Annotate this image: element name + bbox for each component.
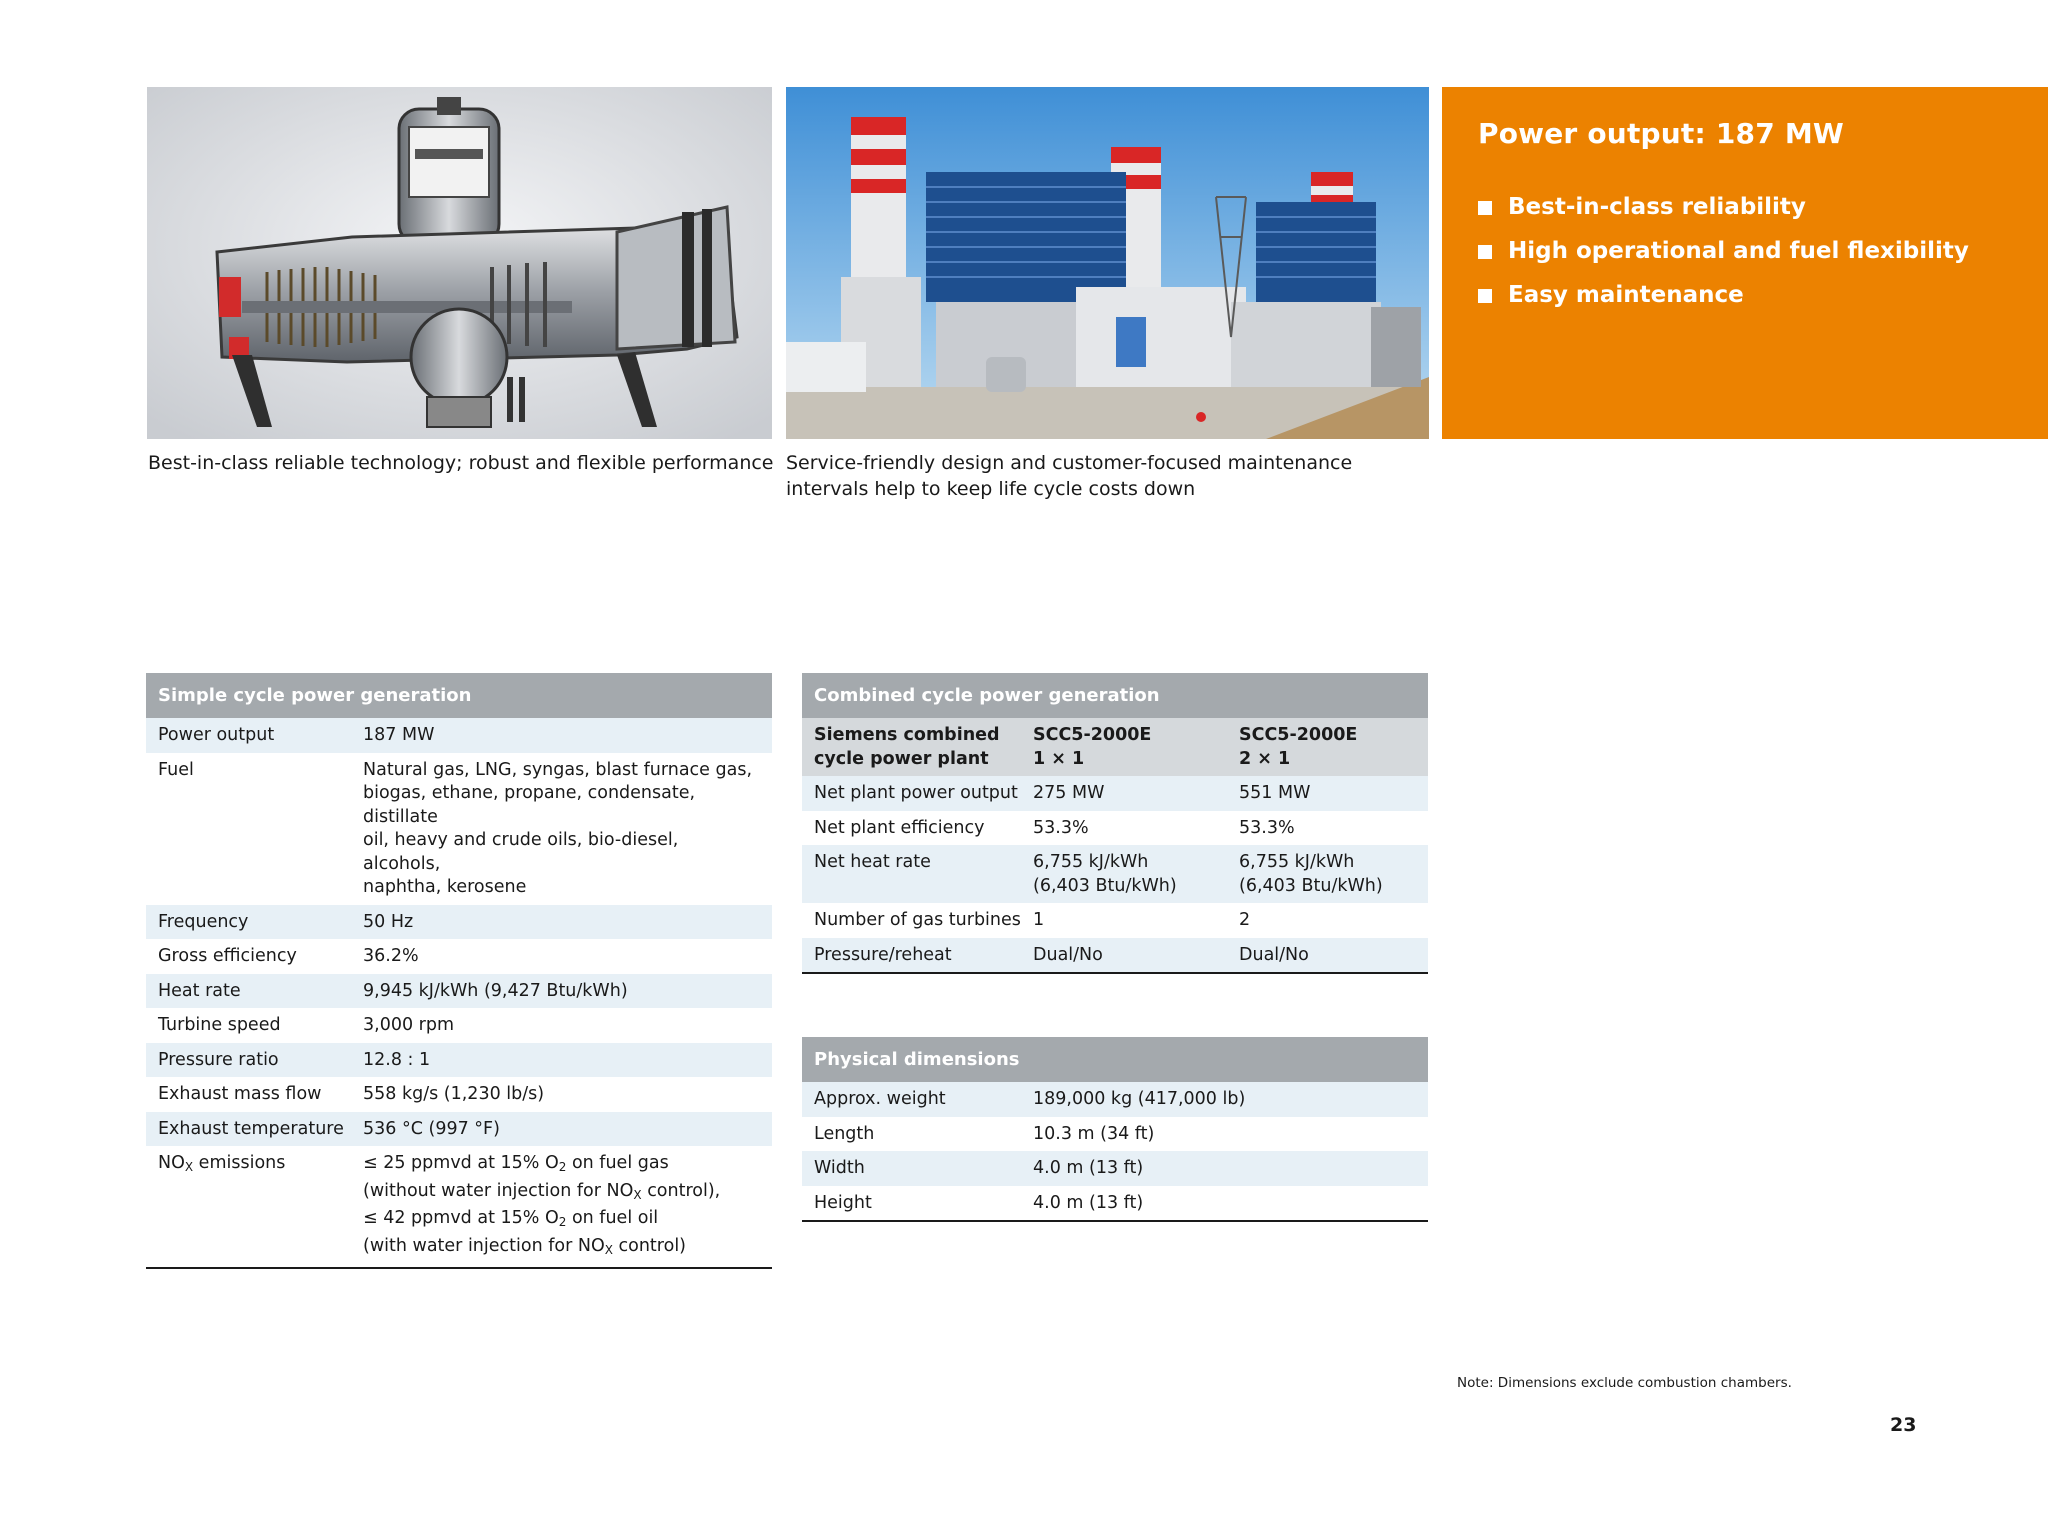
- power-plant-photo: [786, 87, 1429, 439]
- table-row: Power output 187 MW: [146, 718, 772, 753]
- table-row: Number of gas turbines 1 2: [802, 903, 1428, 938]
- table-row: Approx. weight 189,000 kg (417,000 lb): [802, 1082, 1428, 1117]
- highlight-bullet: High operational and fuel flexibility: [1478, 238, 2048, 265]
- table-row: Height 4.0 m (13 ft): [802, 1186, 1428, 1221]
- physical-dimensions-table-title: Physical dimensions: [802, 1037, 1428, 1082]
- table-row: Frequency 50 Hz: [146, 905, 772, 940]
- turbine-image-caption: Best-in-class reliable technology; robust and flexible performance: [148, 452, 774, 474]
- nox-label: $NO_X$ emissions: [158, 1153, 286, 1174]
- plant-image-caption: Service-friendly design and customer-focused maintenance intervals help to keep life cycle costs down: [786, 452, 1353, 500]
- dimensions-footnote: Note: Dimensions exclude combustion chambers.: [1457, 1375, 1792, 1391]
- square-bullet-icon: [1478, 289, 1492, 303]
- gas-turbine-cutaway-image: [147, 87, 772, 439]
- highlight-bullet-list: [1478, 194, 2048, 309]
- square-bullet-icon: [1478, 245, 1492, 259]
- highlight-bullet: Best-in-class reliability: [1478, 194, 2048, 221]
- nox-emissions-row: [146, 1146, 772, 1267]
- nox-value: ≤ 25 ppmvd at 15% $O_2$ on fuel gas (without water injection for $NO_X$ control), ≤ 42 ppmvd at 15% $O_2$ on fuel oil (with water injection for $NO_X$ control): [363, 1153, 721, 1257]
- table-row: Net plant efficiency 53.3% 53.3%: [802, 811, 1428, 846]
- table-row: Pressure ratio 12.8 : 1: [146, 1043, 772, 1078]
- table-row: Exhaust mass flow 558 kg/s (1,230 lb/s): [146, 1077, 772, 1112]
- table-row: Net plant power output 275 MW 551 MW: [802, 776, 1428, 811]
- physical-dimensions-table: [802, 1037, 1428, 1222]
- combined-cycle-table-title: Combined cycle power generation: [802, 673, 1428, 718]
- table-row: Fuel Natural gas, LNG, syngas, blast furnace gas, biogas, ethane, propane, condensate, distillate oil, heavy and crude oils, bio-diesel, alcohols, naphtha, kerosene: [146, 753, 772, 905]
- square-bullet-icon: [1478, 201, 1492, 215]
- table-row: Exhaust temperature 536 °C (997 °F): [146, 1112, 772, 1147]
- table-row: Width 4.0 m (13 ft): [802, 1151, 1428, 1186]
- table-row: Gross efficiency 36.2%: [146, 939, 772, 974]
- simple-cycle-table-title: Simple cycle power generation: [146, 673, 772, 718]
- page-number: 23: [1890, 1414, 1917, 1436]
- combined-cycle-table: [802, 673, 1428, 974]
- table-row: Length 10.3 m (34 ft): [802, 1117, 1428, 1152]
- table-row: Heat rate 9,945 kJ/kWh (9,427 Btu/kWh): [146, 974, 772, 1009]
- table-row: Net heat rate 6,755 kJ/kWh (6,403 Btu/kWh) 6,755 kJ/kWh (6,403 Btu/kWh): [802, 845, 1428, 903]
- highlight-bullet: Easy maintenance: [1478, 282, 2048, 309]
- table-row: Turbine speed 3,000 rpm: [146, 1008, 772, 1043]
- power-output-highlight-box: [1442, 87, 2048, 439]
- simple-cycle-table: [146, 673, 772, 1269]
- table-header-row: Siemens combined cycle power plant SCC5-2000E 1 × 1 SCC5-2000E 2 × 1: [802, 718, 1428, 776]
- table-row: Pressure/reheat Dual/No Dual/No: [802, 938, 1428, 973]
- power-output-title: Power output: 187 MW: [1478, 117, 1844, 150]
